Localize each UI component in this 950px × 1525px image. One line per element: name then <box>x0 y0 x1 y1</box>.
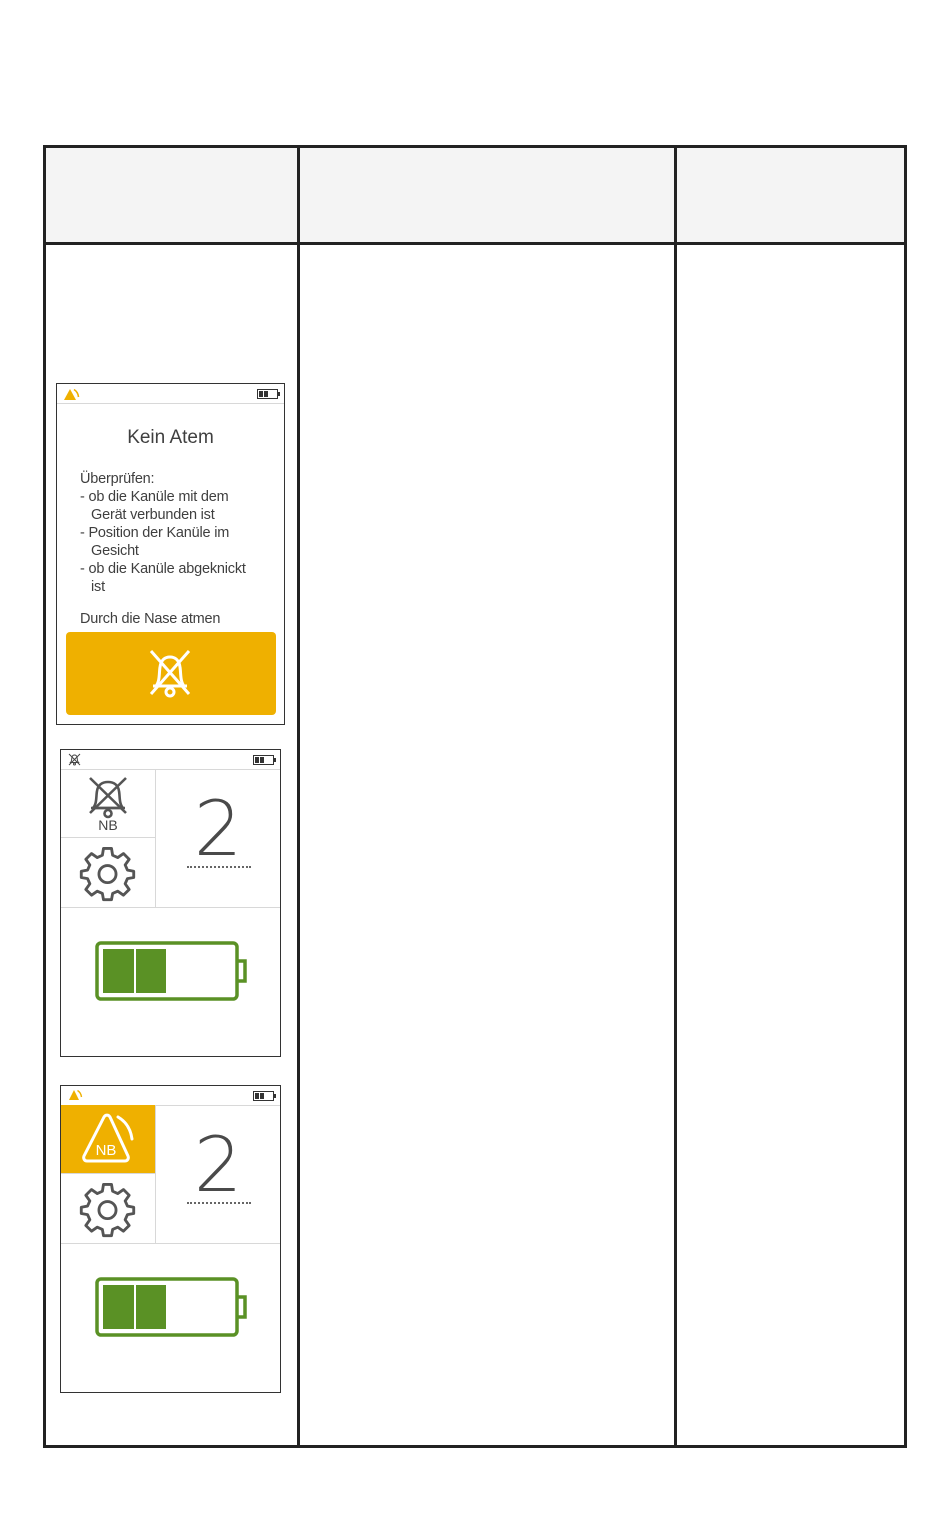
home-screen-muted <box>60 749 281 1057</box>
setting-display[interactable] <box>156 1105 280 1243</box>
instruction-line: Gesicht <box>91 543 139 559</box>
column-divider-2 <box>674 148 677 1445</box>
alarm-triangle-icon <box>63 388 80 401</box>
instruction-line: Überprüfen: <box>80 471 155 487</box>
alarm-footer: Durch die Nase atmen <box>80 611 221 627</box>
tile-column <box>61 1105 156 1243</box>
settings-tile[interactable] <box>61 1174 155 1242</box>
alarm-pause-tile[interactable] <box>61 769 155 838</box>
battery-status-icon <box>253 755 277 765</box>
alarm-tile[interactable] <box>61 1105 155 1174</box>
battery-icon <box>95 1277 248 1337</box>
tile-column <box>61 769 156 907</box>
setting-display[interactable] <box>156 769 280 907</box>
alarm-muted-icon <box>68 753 81 766</box>
setting-value: 2 <box>193 1120 243 1209</box>
alarm-instructions <box>80 470 280 596</box>
instruction-line: Gerät verbunden ist <box>91 507 215 523</box>
alarm-mute-icon <box>147 648 193 700</box>
alarm-triangle-icon <box>78 1111 138 1165</box>
setting-value: 2 <box>193 784 243 873</box>
home-screen-alarm <box>60 1085 281 1393</box>
battery-panel <box>61 1243 280 1392</box>
instruction-line: ist <box>91 579 105 595</box>
alarm-screen <box>56 383 285 725</box>
battery-icon <box>95 941 248 1001</box>
tile-label: NB <box>95 1142 117 1159</box>
status-bar <box>57 384 284 404</box>
battery-status-icon <box>257 389 281 399</box>
instruction-line: - Position der Kanüle im <box>80 525 230 541</box>
instruction-line: - ob die Kanüle abgeknickt <box>80 561 246 577</box>
status-bar <box>61 1086 280 1106</box>
alarm-title: Kein Atem <box>127 427 214 448</box>
header-divider <box>46 242 904 245</box>
setting-underline <box>187 866 251 868</box>
battery-panel <box>61 907 280 1056</box>
instruction-line: - ob die Kanüle mit dem <box>80 489 229 505</box>
alarm-triangle-icon <box>68 1089 83 1101</box>
alarm-mute-icon <box>86 775 130 819</box>
gear-icon <box>79 845 136 902</box>
settings-tile[interactable] <box>61 838 155 906</box>
table-header <box>46 148 904 242</box>
tile-label: NB <box>98 817 118 833</box>
column-divider-1 <box>297 148 300 1445</box>
battery-status-icon <box>253 1091 277 1101</box>
gear-icon <box>79 1181 136 1238</box>
status-bar <box>61 750 280 770</box>
setting-underline <box>187 1202 251 1204</box>
alarm-mute-button[interactable] <box>66 632 276 715</box>
